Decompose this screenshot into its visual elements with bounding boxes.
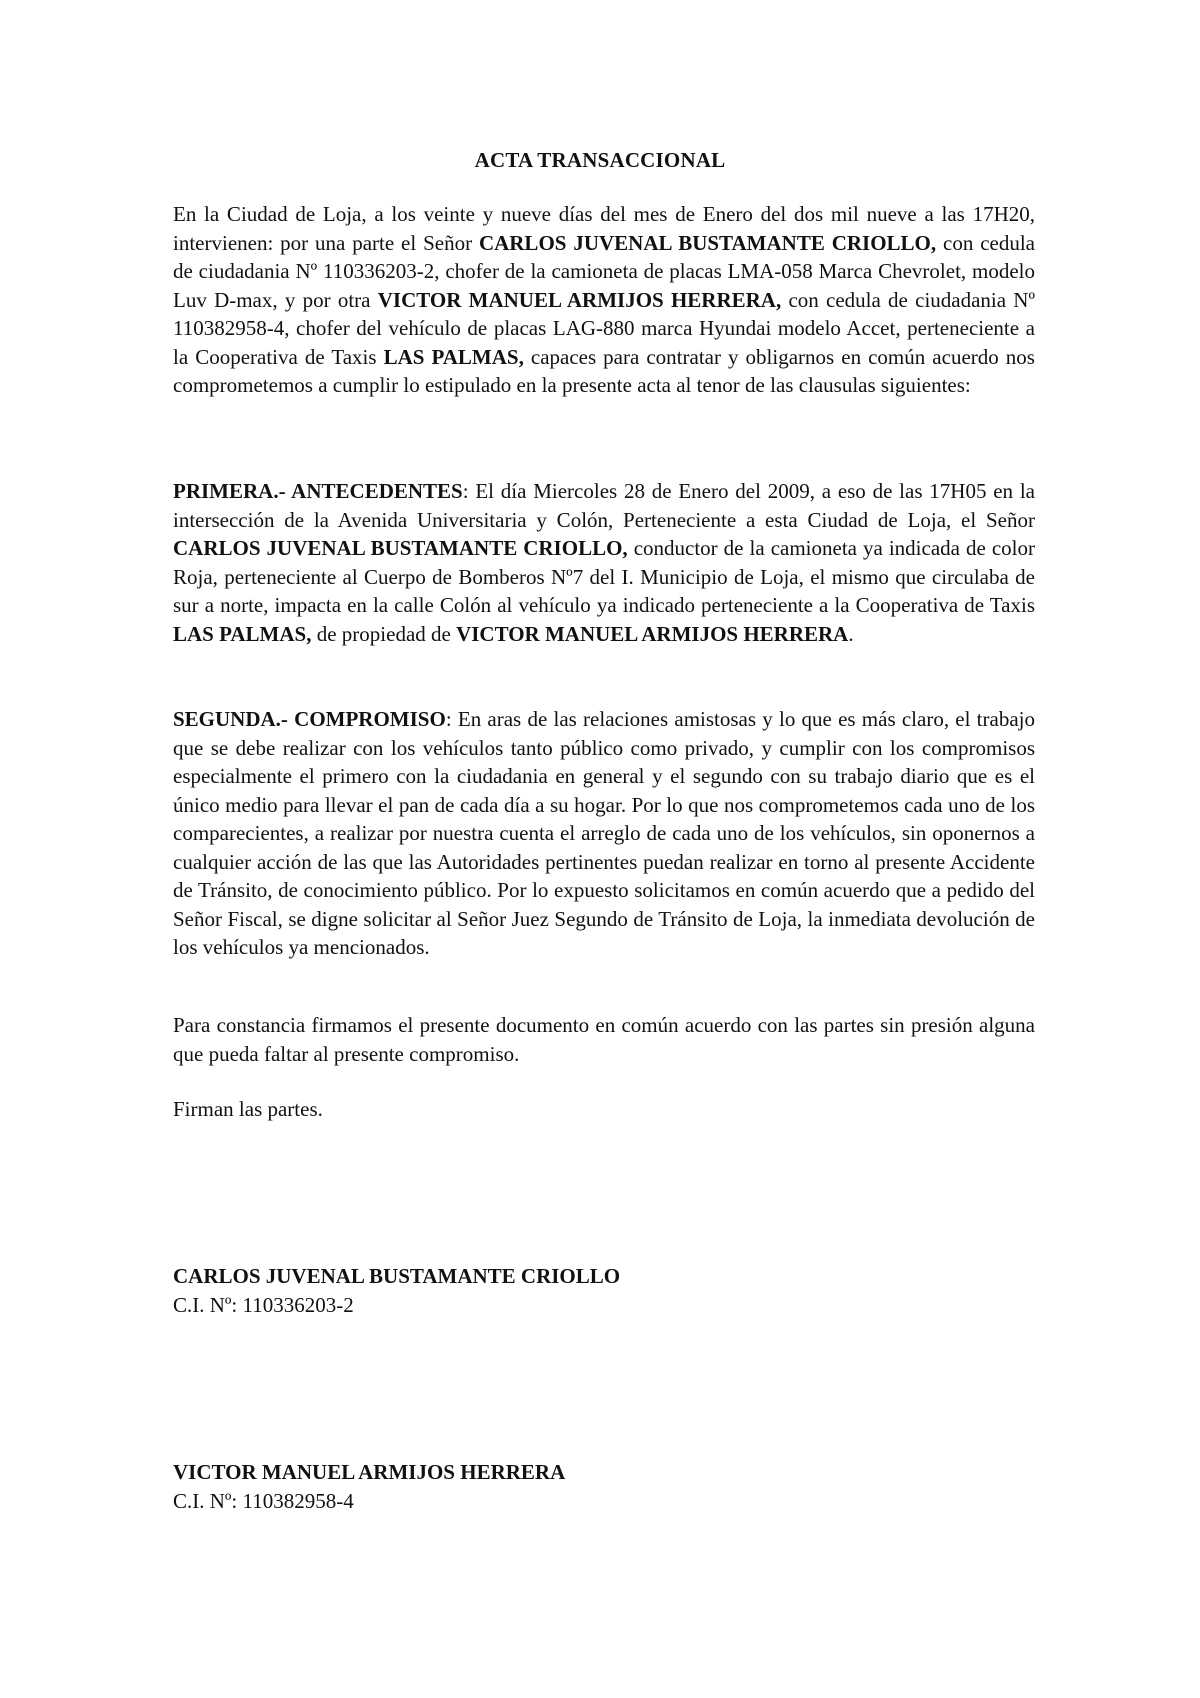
- primera-party-1: CARLOS JUVENAL BUSTAMANTE CRIOLLO,: [173, 536, 628, 560]
- segunda-text: : En aras de las relaciones amistosas y lo que es más claro, el trabajo que se debe realizar con los vehículos tanto público como privado, y cumplir con los compromisos especialmente el primero con la ciudadania en general y el segundo con su trabajo diario que es el único medio para llevar el pan de cada día a su hogar. Por lo que nos comprometemos cada uno de los comparecientes, a realizar por nuestra cuenta el arreglo de cada uno de los vehículos, sin oponernos a cualquier acción de las que las Autoridades pertinentes puedan realizar en torno al presente Accidente de Tránsito, de conocimiento público. Por lo expuesto solicitamos en común acuerdo que a pedido del Señor Fiscal, se digne solicitar al Señor Juez Segundo de Tránsito de Loja, la inmediata devolución de los vehículos ya mencionados.: [173, 707, 1035, 959]
- signature-ci-2: C.I. Nº: 110382958-4: [173, 1489, 354, 1513]
- intro-party-1: CARLOS JUVENAL BUSTAMANTE CRIOLLO,: [478, 230, 937, 255]
- constancia-paragraph: Para constancia firmamos el presente documento en común acuerdo con las partes sin presión alguna que pueda faltar al presente compromiso.: [173, 1013, 1035, 1066]
- intro-cooperative: LAS PALMAS,: [383, 344, 524, 369]
- primera-party-2: VICTOR MANUEL ARMIJOS HERRERA: [456, 621, 849, 646]
- primera-text-3: de propiedad de: [311, 621, 457, 646]
- signature-ci-1: C.I. Nº: 110336203-2: [173, 1293, 354, 1317]
- segunda-heading: SEGUNDA.- COMPROMISO: [173, 707, 446, 731]
- intro-text-4: capaces para contratar y obligarnos en común acuerdo nos comprometemos a cumplir lo estipulado en la presente acta al tenor de las clausulas siguientes:: [173, 344, 1035, 397]
- primera-heading: PRIMERA.- ANTECEDENTES: [173, 479, 463, 503]
- primera-text-4: .: [848, 621, 854, 646]
- firman-text: Firman las partes.: [173, 1097, 323, 1121]
- primera-text-2: conductor de la camioneta ya indicada de color Roja, perteneciente al Cuerpo de Bomberos Nº7 del I. Municipio de Loja, el mismo que circulaba de sur a norte, impacta en la calle Colón al vehículo ya indicado perteneciente a la Cooperativa de Taxis: [173, 536, 1035, 617]
- document-title: ACTA TRANSACCIONAL: [474, 148, 726, 172]
- intro-party-2: VICTOR MANUEL ARMIJOS HERRERA,: [377, 287, 782, 312]
- intro-paragraph: [173, 200, 1035, 400]
- signature-name-2: VICTOR MANUEL ARMIJOS HERRERA: [173, 1460, 566, 1484]
- primera-paragraph: [173, 477, 1035, 648]
- segunda-paragraph: [173, 705, 1035, 962]
- intro-text-2: con cedula de ciudadania Nº 110336203-2, chofer de la camioneta de placas LMA-058 Marca Chevrolet, modelo Luv D-max, y por otra: [173, 230, 1035, 312]
- intro-text-3: con cedula de ciudadania Nº 110382958-4, chofer del vehículo de placas LAG-880 marca Hyundai modelo Accet, perteneciente a la Cooperativa de Taxis: [173, 287, 1035, 369]
- intro-text-1: En la Ciudad de Loja, a los veinte y nueve días del mes de Enero del dos mil nueve a las 17H20, intervienen: por una parte el Señor: [173, 202, 1035, 255]
- primera-cooperative: LAS PALMAS,: [173, 621, 312, 646]
- primera-text-1: : El día Miercoles 28 de Enero del 2009, a eso de las 17H05 en la intersección de la Avenida Universitaria y Colón, Perteneciente a esta Ciudad de Loja, el Señor: [173, 479, 1035, 532]
- signature-name-1: CARLOS JUVENAL BUSTAMANTE CRIOLLO: [173, 1264, 621, 1288]
